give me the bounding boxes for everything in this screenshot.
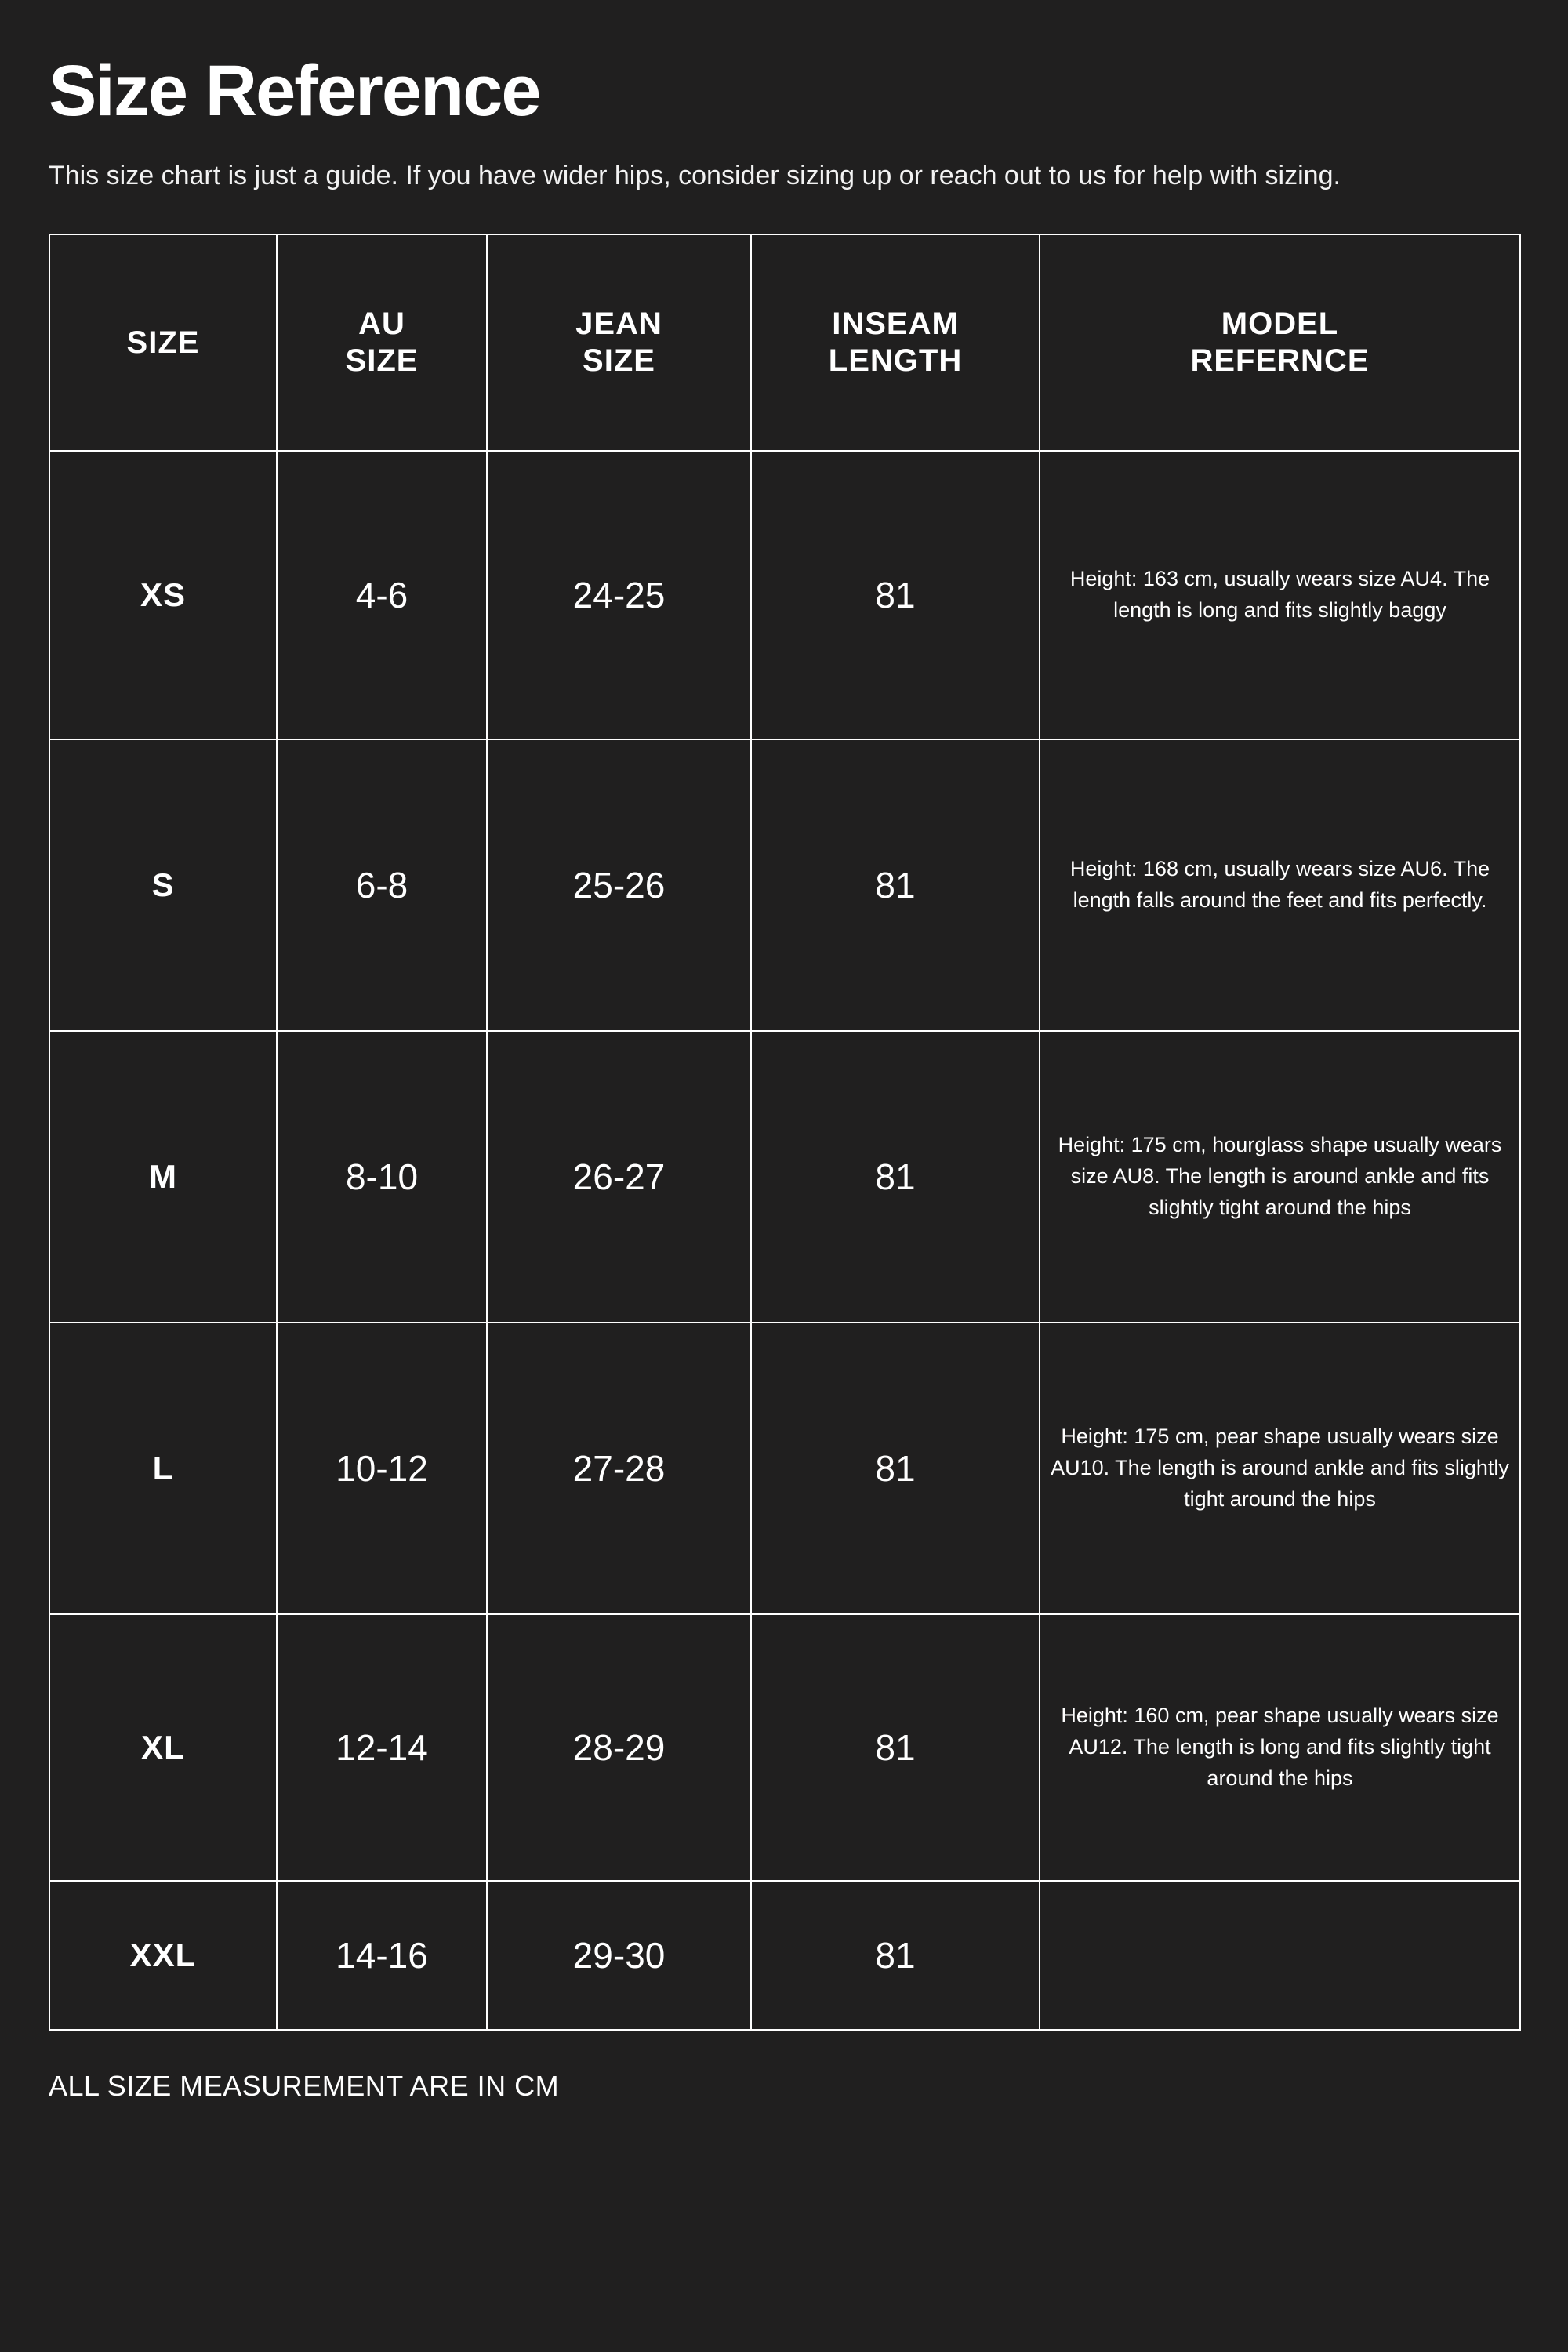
- cell-jean-size: 27-28: [487, 1323, 751, 1614]
- table-row: [49, 1881, 1520, 2030]
- cell-model-reference: Height: 168 cm, usually wears size AU6. The length falls around the feet and fits perfectly.: [1040, 739, 1520, 1031]
- column-header-size-line1: SIZE: [126, 325, 200, 360]
- table-row: [49, 1323, 1520, 1614]
- cell-jean-size: 26-27: [487, 1031, 751, 1323]
- table-header: [49, 234, 1520, 451]
- table-header-row: [49, 234, 1520, 451]
- cell-size: XS: [49, 451, 277, 739]
- column-header-au-size-line1: AU: [358, 307, 405, 342]
- cell-jean-size: 28-29: [487, 1614, 751, 1881]
- cell-au-size: 6-8: [277, 739, 487, 1031]
- column-header-au-size-line2: SIZE: [345, 343, 419, 379]
- cell-jean-size: 25-26: [487, 739, 751, 1031]
- measurement-note: ALL SIZE MEASUREMENT ARE IN CM: [49, 2070, 560, 2103]
- column-header-size: [49, 234, 277, 451]
- page-title: Size Reference: [49, 51, 540, 131]
- cell-au-size: 10-12: [277, 1323, 487, 1614]
- cell-model-reference: Height: 175 cm, hourglass shape usually wears size AU8. The length is around ankle and fits slightly tight around the hips: [1040, 1031, 1520, 1323]
- table-row: [49, 451, 1520, 739]
- cell-size: L: [49, 1323, 277, 1614]
- table-row: [49, 1614, 1520, 1881]
- cell-jean-size: 29-30: [487, 1881, 751, 2030]
- cell-model-reference: Height: 160 cm, pear shape usually wears size AU12. The length is long and fits slightly tight around the hips: [1040, 1614, 1520, 1881]
- column-header-jean-size-line2: SIZE: [583, 343, 655, 379]
- cell-model-reference: Height: 163 cm, usually wears size AU4. The length is long and fits slightly baggy: [1040, 451, 1520, 739]
- cell-au-size: 4-6: [277, 451, 487, 739]
- column-header-inseam-length: [751, 234, 1040, 451]
- cell-inseam-length: 81: [751, 1614, 1040, 1881]
- cell-jean-size: 24-25: [487, 451, 751, 739]
- cell-model-reference: Height: 175 cm, pear shape usually wears size AU10. The length is around ankle and fits slightly tight around the hips: [1040, 1323, 1520, 1614]
- cell-size: XL: [49, 1614, 277, 1881]
- column-header-model-reference-line1: MODEL: [1221, 307, 1339, 342]
- table-row: [49, 1031, 1520, 1323]
- table-row: [49, 739, 1520, 1031]
- cell-size: S: [49, 739, 277, 1031]
- column-header-inseam-length-line2: LENGTH: [828, 343, 963, 379]
- size-chart-table: [49, 234, 1521, 2031]
- cell-au-size: 12-14: [277, 1614, 487, 1881]
- cell-au-size: 14-16: [277, 1881, 487, 2030]
- cell-au-size: 8-10: [277, 1031, 487, 1323]
- table-body: [49, 451, 1520, 2030]
- column-header-model-reference: [1040, 234, 1520, 451]
- intro-paragraph: This size chart is just a guide. If you have wider hips, consider sizing up or reach out to us for help with sizing.: [49, 161, 1341, 191]
- column-header-inseam-length-line1: INSEAM: [832, 307, 959, 342]
- cell-inseam-length: 81: [751, 1031, 1040, 1323]
- cell-inseam-length: 81: [751, 739, 1040, 1031]
- cell-model-reference: [1040, 1881, 1520, 2030]
- cell-inseam-length: 81: [751, 1881, 1040, 2030]
- cell-inseam-length: 81: [751, 1323, 1040, 1614]
- column-header-jean-size-line1: JEAN: [575, 307, 662, 342]
- cell-size: XXL: [49, 1881, 277, 2030]
- cell-size: M: [49, 1031, 277, 1323]
- column-header-model-reference-line2: REFERNCE: [1190, 343, 1370, 379]
- cell-inseam-length: 81: [751, 451, 1040, 739]
- column-header-jean-size: [487, 234, 751, 451]
- column-header-au-size: [277, 234, 487, 451]
